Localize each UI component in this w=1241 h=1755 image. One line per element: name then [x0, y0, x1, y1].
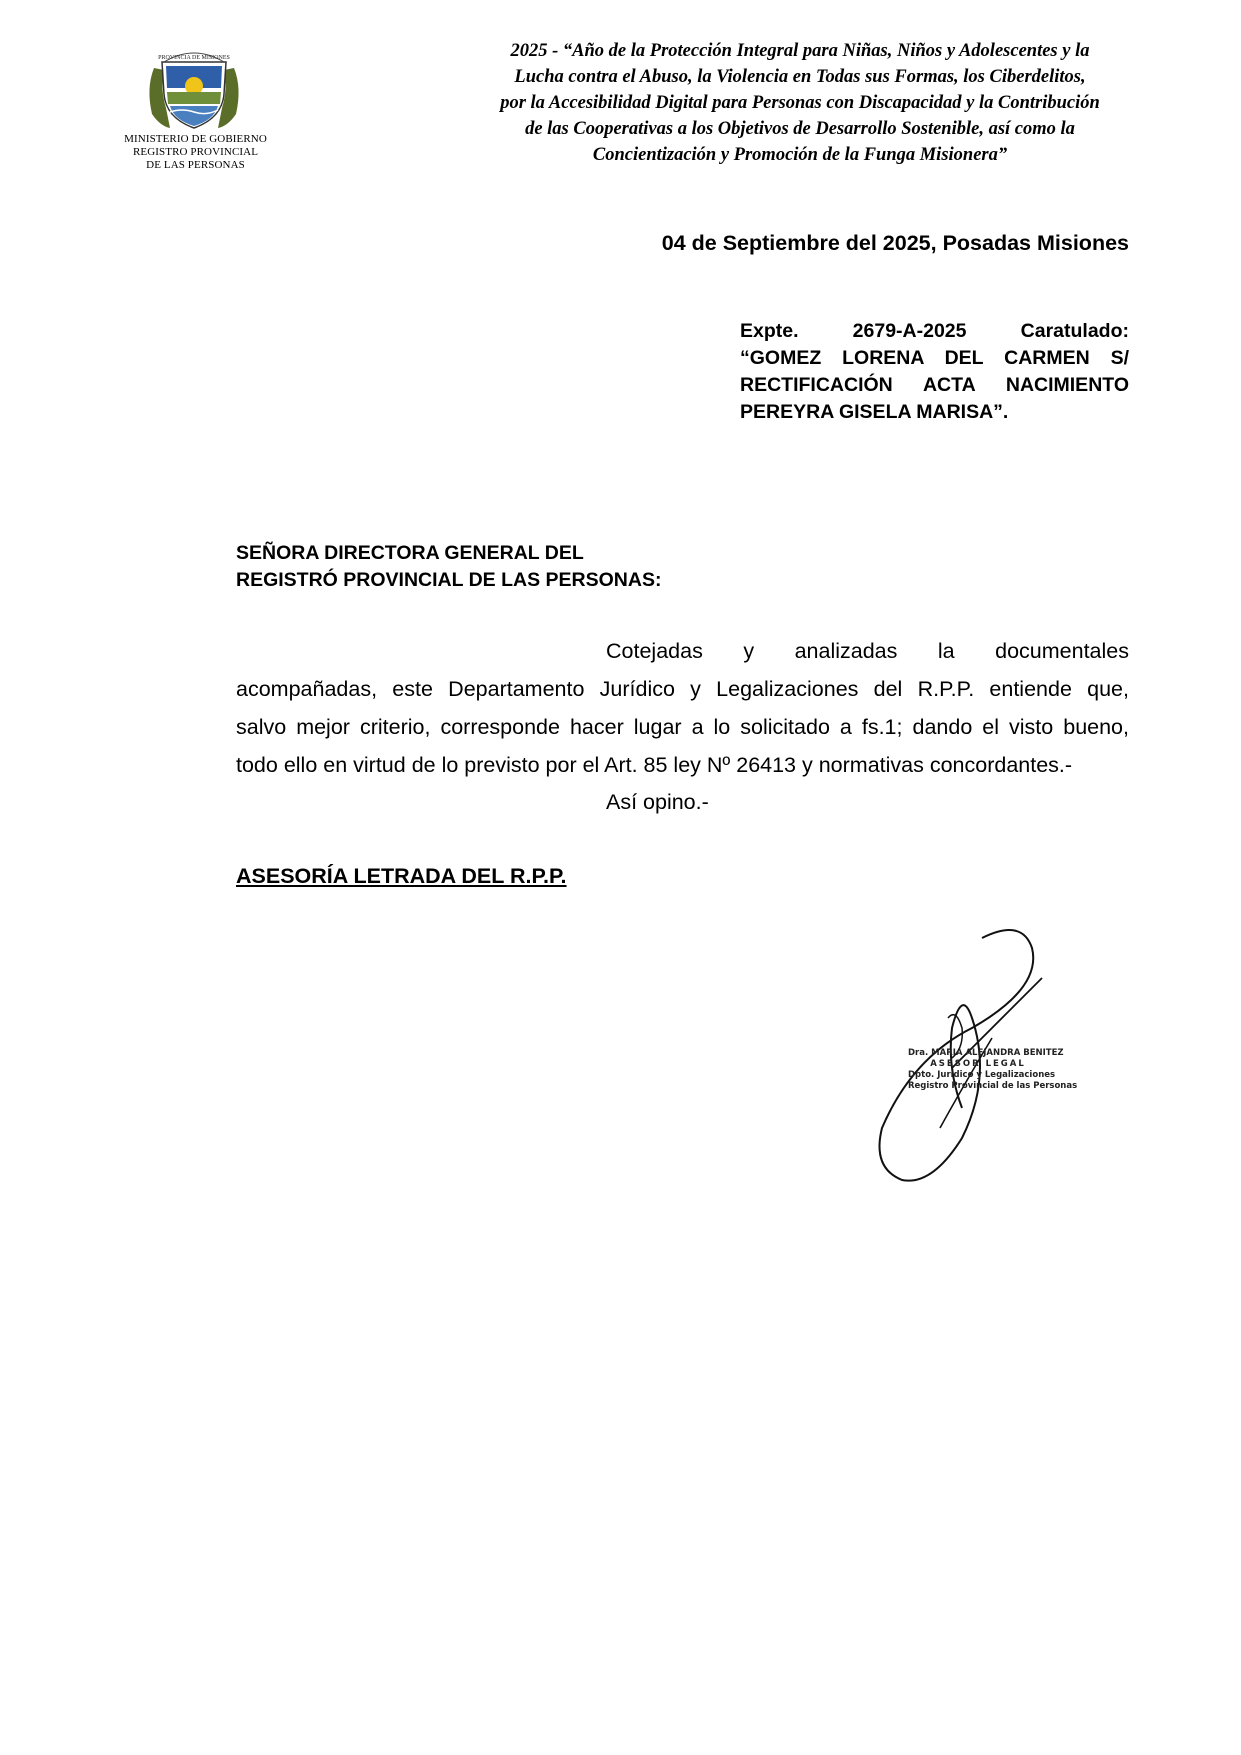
motto-line: por la Accesibilidad Digital para Personas con Discapacidad y la Contribución: [500, 93, 1100, 113]
stamp-line: Dpto. Jurídico y Legalizaciones: [908, 1070, 1056, 1080]
body-line: Cotejadas y analizadas la documentales: [606, 639, 1129, 663]
closing-line: Así opino.-: [606, 790, 709, 814]
body-line: todo ello en virtud de lo previsto por el Art. 85 ley Nº 26413 y normativas concordantes.-: [236, 753, 1073, 777]
stamp-line: Registro Provincial de las Personas: [908, 1081, 1078, 1091]
ministry-line: MINISTERIO DE GOBIERNO: [124, 133, 267, 145]
stamp-line: ASESOR LEGAL: [930, 1059, 1026, 1069]
legal-advisor-stamp: [908, 1048, 1078, 1092]
case-reference: [740, 318, 1129, 426]
motto-line: de las Cooperativas a los Objetivos de Desarrollo Sostenible, así como la: [525, 119, 1075, 139]
body-line: salvo mejor criterio, corresponde hacer lugar a lo solicitado a fs.1; dando el visto bueno,: [236, 715, 1129, 739]
body-paragraph: [236, 632, 1129, 784]
body-line: acompañadas, este Departamento Jurídico y Legalizaciones del R.P.P. entiende que,: [236, 677, 1129, 701]
case-reference-line: “GOMEZ LORENA DEL CARMEN S/: [740, 347, 1129, 369]
provincial-seal-logo: [140, 48, 248, 134]
case-reference-line: PEREYRA GISELA MARISA”.: [740, 401, 1009, 423]
svg-text:PROVINCIA DE MISIONES: PROVINCIA DE MISIONES: [158, 55, 230, 61]
signoff-heading: ASESORÍA LETRADA DEL R.P.P.: [236, 864, 567, 888]
date-line: 04 de Septiembre del 2025, Posadas Misiones: [661, 231, 1129, 255]
case-reference-line: Expte. 2679-A-2025 Caratulado:: [740, 320, 1129, 342]
ministry-line: REGISTRO PROVINCIAL: [132, 146, 259, 158]
addressee-line: REGISTRÓ PROVINCIAL DE LAS PERSONAS:: [236, 569, 662, 591]
year-motto: [440, 38, 1160, 168]
ministry-heading: [108, 133, 283, 172]
motto-line: Lucha contra el Abuso, la Violencia en Todas sus Formas, los Ciberdelitos,: [514, 67, 1086, 87]
addressee: [236, 540, 661, 594]
case-reference-line: RECTIFICACIÓN ACTA NACIMIENTO: [740, 374, 1129, 396]
motto-line: Concientización y Promoción de la Funga Misionera”: [592, 145, 1008, 165]
addressee-line: SEÑORA DIRECTORA GENERAL DEL: [236, 542, 584, 564]
stamp-line: Dra. MARIA ALEJANDRA BENITEZ: [908, 1048, 1064, 1058]
ministry-line: DE LAS PERSONAS: [146, 159, 245, 171]
motto-line: 2025 - “Año de la Protección Integral para Niñas, Niños y Adolescentes y la: [510, 41, 1090, 61]
